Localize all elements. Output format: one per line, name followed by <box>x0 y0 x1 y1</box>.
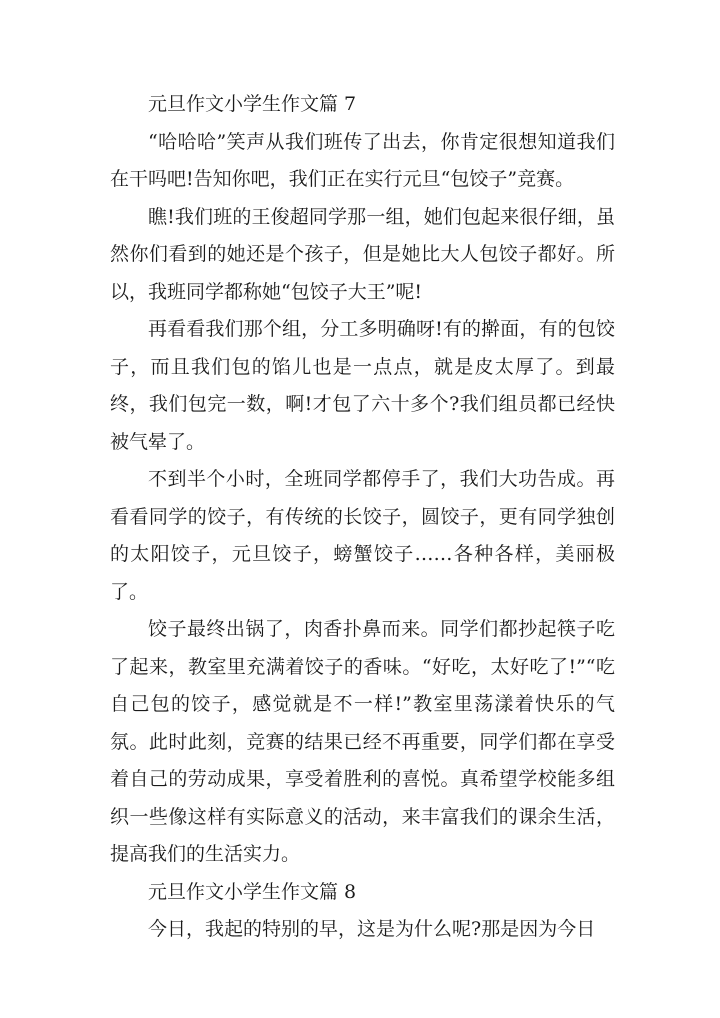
section-heading-8: 元旦作文小学生作文篇 8 <box>148 880 357 903</box>
paragraph: 饺子最终出锅了，肉香扑鼻而来。同学们都抄起筷子吃了起来，教室里充满着饺子的香味。“好吃，太好吃了!”“吃自己包的饺子，感觉就是不一样!”教室里荡漾着快乐的气氛。此时此刻，竞赛的结果已经不再重要，同学们都在享受着自己的劳动成果，享受着胜利的喜悦。真希望学校能多组织一些像这样有实际意义的活动，来丰富我们的课余生活，提高我们的生活实力。 <box>110 618 615 865</box>
paragraph: 今日，我起的特别的早，这是为什么呢?那是因为今日 <box>148 918 596 940</box>
paragraph: 不到半个小时，全班同学都停手了，我们大功告成。再看看同学的饺子，有传统的长饺子，圆饺子，更有同学独创的太阳饺子，元旦饺子，螃蟹饺子……各种各样，美丽极了。 <box>110 468 615 603</box>
paragraph: “哈哈哈”笑声从我们班传了出去，你肯定很想知道我们在干吗吧!告知你吧，我们正在实行元旦“包饺子”竞赛。 <box>110 130 615 190</box>
paragraph: 瞧!我们班的王俊超同学那一组，她们包起来很仔细，虽然你们看到的她还是个孩子，但是她比大人包饺子都好。所以，我班同学都称她“包饺子大王”呢! <box>110 205 615 303</box>
article-body <box>110 86 615 949</box>
section-heading-7: 元旦作文小学生作文篇 7 <box>148 93 357 115</box>
paragraph: 再看看我们那个组，分工多明确呀!有的擀面，有的包饺子，而且我们包的馅儿也是一点点，就是皮太厚了。到最终，我们包完一数，啊!才包了六十多个?我们组员都已经快被气晕了。 <box>110 318 615 453</box>
